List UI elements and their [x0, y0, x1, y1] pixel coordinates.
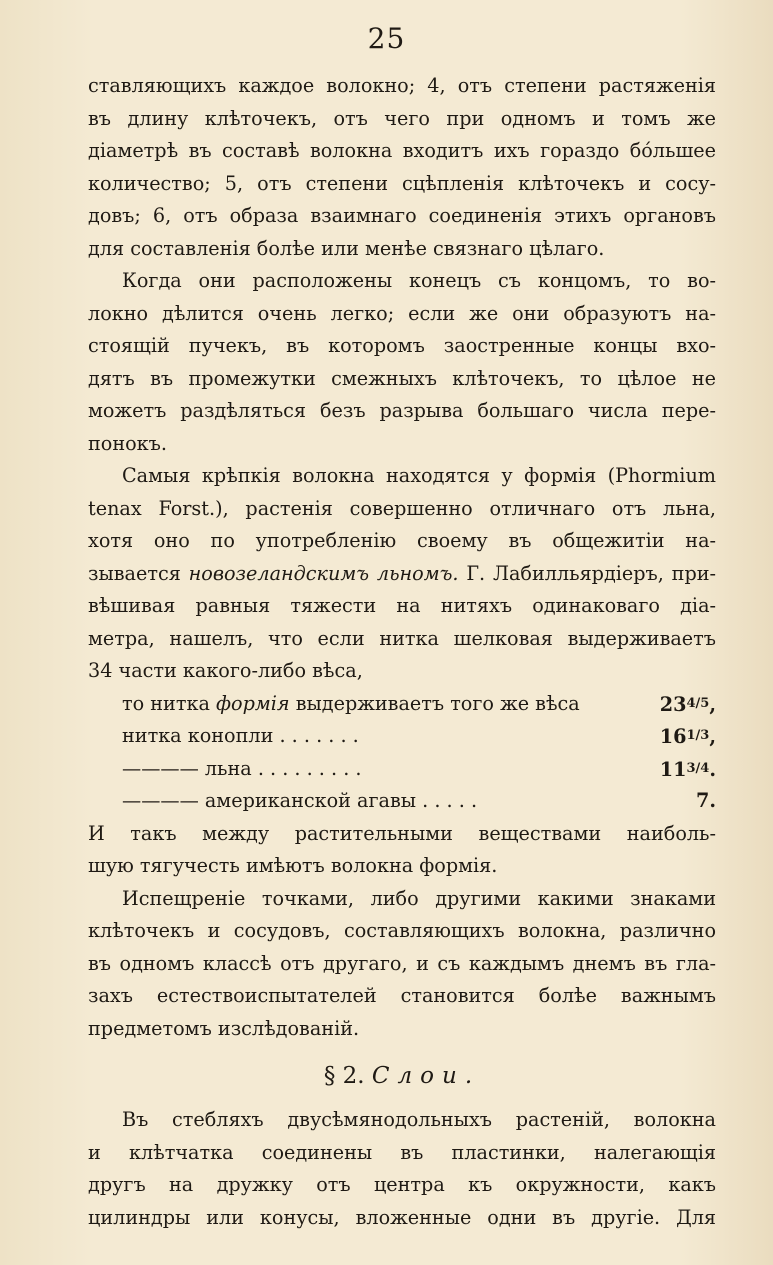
value-tail: . [709, 757, 716, 781]
text-line: захъ естествоиспытателей становится болѣе важнымъ [88, 984, 716, 1007]
text-line: предметомъ изслѣдованій. [88, 1016, 360, 1040]
text-line: ставляющихъ каждое волокно; 4, отъ степени растяженія [88, 74, 716, 97]
row-label [122, 720, 359, 753]
label-text: то нитка [122, 691, 216, 715]
text-line: Когда они расположены конецъ съ концомъ, то во- [122, 269, 716, 292]
paragraph-5 [88, 883, 716, 1046]
fraction-den: 5 [700, 695, 710, 711]
row-value [696, 785, 716, 818]
text-line: вѣшивая равныя тяжести на нитяхъ одинаковаго діа- [88, 594, 716, 617]
text-line: клѣточекъ и сосудовъ, составляющихъ волокна, различно [88, 919, 716, 942]
text-line: Въ стебляхъ двусѣмянодольныхъ растеній, волокна [122, 1108, 716, 1131]
fraction-num: 1 [686, 728, 696, 743]
row-label [122, 753, 362, 786]
fraction-num: 4 [686, 695, 696, 711]
table-row [88, 753, 716, 786]
paragraph-3 [88, 460, 716, 688]
text-line: цилиндры или конусы, вложенные одни въ другіе. Для [88, 1205, 716, 1229]
text-line: И такъ между растительными веществами наиболь- [88, 821, 716, 845]
page-number: 25 [367, 22, 406, 55]
text-line: и клѣтчатка соединены въ пластинки, налегающія [88, 1140, 716, 1164]
section-title: Слои. [371, 1063, 481, 1089]
value-fraction: 3/4 [686, 760, 710, 776]
text-line: шую тягучесть имѣютъ волокна формія. [88, 854, 498, 877]
table-row [88, 720, 716, 753]
text-line: локно дѣлится очень легко; если же они образуютъ на- [88, 301, 716, 325]
table-row [88, 785, 716, 818]
text-line: другъ на дружку отъ центра къ окружности, какъ [88, 1173, 716, 1196]
italic-term: формія [216, 691, 290, 715]
paragraph-1 [88, 70, 716, 265]
value-tail: . [709, 789, 716, 812]
paragraph-4 [88, 818, 716, 883]
text-line: Испещреніе точками, либо другими какими знаками [122, 886, 716, 910]
row-label [122, 785, 477, 818]
value-whole: 16 [659, 725, 687, 748]
text-span: зывается [88, 561, 181, 585]
text-line: метра, нашелъ, что если нитка шелковая выдерживаетъ [88, 626, 716, 650]
fraction-den: 4 [700, 760, 710, 776]
text-line: можетъ раздѣляться безъ разрыва большаго числа пере- [88, 399, 716, 422]
row-value [660, 688, 716, 721]
text-line: tenax Forst.), растенія совершенно отличнаго отъ льна, [88, 496, 716, 520]
label-text: . . . . . . . [273, 724, 359, 747]
fraction-num: 3 [686, 760, 696, 776]
text-line [88, 558, 716, 591]
text-line: довъ; 6, отъ образа взаимнаго соединенія этихъ органовъ [88, 204, 716, 227]
text-line: понокъ. [88, 431, 167, 455]
fraction-den: 3 [700, 728, 710, 743]
label-text: ———— американской агавы [122, 789, 417, 812]
label-text: выдерживаетъ того же вѣса [289, 691, 580, 715]
section-sign: § 2. [323, 1063, 365, 1089]
text-line: количество; 5, отъ степени сцѣпленія клѣточекъ и сосу- [88, 171, 716, 195]
text-line: 34 части какого-либо вѣса, [88, 659, 363, 682]
italic-term: новозеландскимъ льномъ. [188, 561, 459, 585]
text-line: въ длину клѣточекъ, отъ чего при одномъ и томъ же [88, 106, 716, 130]
value-tail: , [709, 692, 716, 716]
paragraph-6 [88, 1104, 716, 1234]
paragraph-2 [88, 265, 716, 460]
body-text [88, 70, 716, 1234]
label-text: . . . . . . . . . [251, 756, 362, 780]
value-whole: 11 [659, 757, 687, 781]
row-label [122, 688, 580, 721]
text-line: Самыя крѣпкія волокна находятся у формія (Phormium [122, 464, 716, 487]
label-text: ———— льна [122, 756, 252, 780]
label-text: нитка конопли [122, 724, 274, 747]
value-tail: , [709, 725, 716, 748]
table-row [88, 688, 716, 721]
value-fraction: 1/3 [686, 728, 710, 743]
strength-table [88, 688, 716, 818]
text-line: діаметрѣ въ составѣ волокна входитъ ихъ гораздо бо́льшее [88, 139, 716, 162]
value-whole: 7 [695, 789, 710, 812]
section-heading [88, 1051, 716, 1096]
value-fraction: 4/5 [686, 695, 710, 711]
row-value [660, 720, 716, 753]
label-text: . . . . . [416, 789, 478, 812]
value-whole: 23 [659, 692, 687, 716]
text-line: стоящій пучекъ, въ которомъ заостренные концы вхо- [88, 334, 716, 357]
text-line: для составленія болѣе или менѣе связнаго цѣлаго. [88, 236, 605, 260]
text-span: Г. Лабилльярдіеръ, при- [466, 561, 716, 585]
text-line: въ одномъ классѣ отъ другаго, и съ каждымъ днемъ въ гла- [88, 951, 716, 975]
text-line: дятъ въ промежутки смежныхъ клѣточекъ, то цѣлое не [88, 366, 716, 390]
text-line: хотя оно по употребленію своему въ общежитіи на- [88, 529, 716, 552]
row-value [660, 753, 716, 786]
